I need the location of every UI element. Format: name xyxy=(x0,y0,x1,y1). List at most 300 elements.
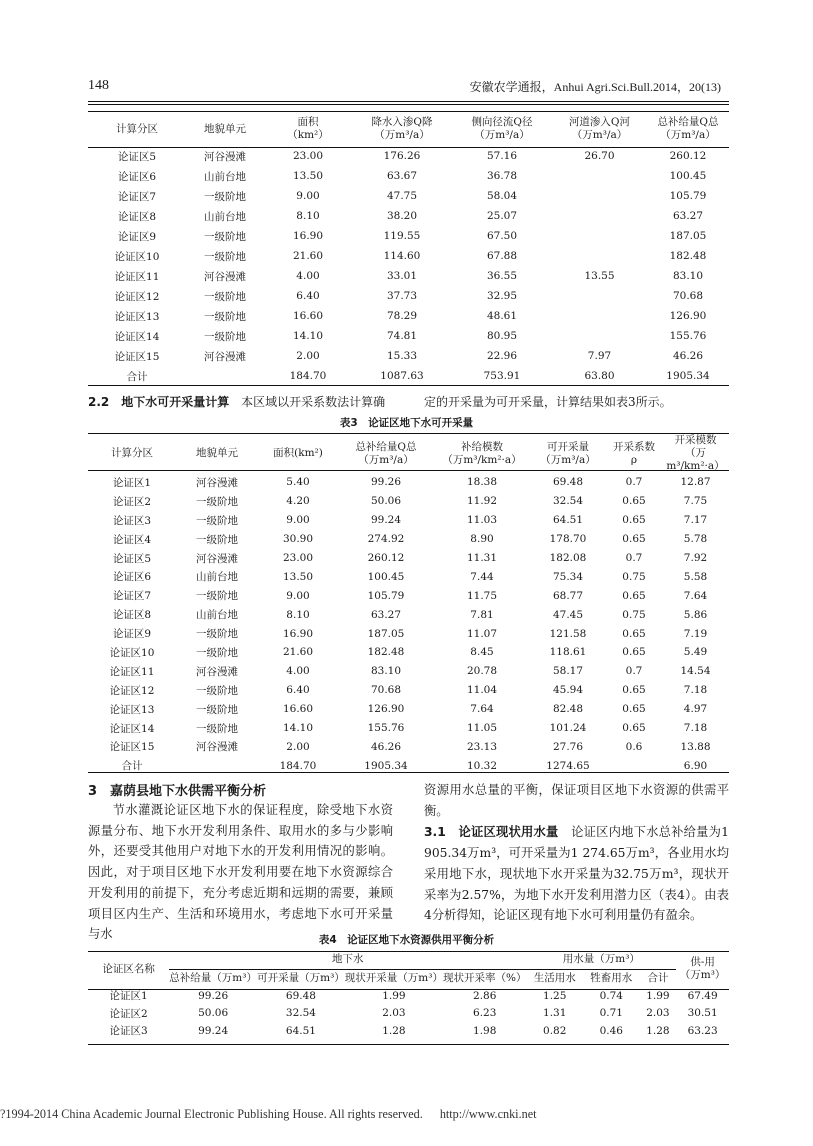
journal-running-head: 安徽农学通报，Anhui Agri.Sci.Bull.2014，20(13) xyxy=(469,80,721,94)
table-cell: 1.28 xyxy=(382,1024,406,1037)
table2-header-cell: 计算分区 xyxy=(116,122,158,135)
table-cell: 58.17 xyxy=(552,665,584,678)
table-cell: 10.32 xyxy=(466,759,498,772)
table3-header-cell: 可开采量 （万m³/a） xyxy=(540,440,596,466)
table-cell: 合计 xyxy=(121,760,143,773)
table-cell: 论证区9 xyxy=(117,230,157,243)
table4-bottom-rule xyxy=(88,1044,729,1045)
table-cell: 论证区8 xyxy=(117,210,157,223)
section-3-heading: 3 嘉荫县地下水供需平衡分析 xyxy=(88,784,267,799)
table3-header-cell: 开采系数 ρ xyxy=(613,440,655,466)
table-cell: 0.75 xyxy=(622,570,646,583)
table-cell: 63.80 xyxy=(584,370,615,382)
table3-header xyxy=(88,434,729,473)
table-cell: 论证区5 xyxy=(117,150,157,163)
header-rule-top xyxy=(88,101,729,102)
table-cell: 0.65 xyxy=(622,514,646,527)
table-cell: 99.26 xyxy=(370,476,402,489)
table-row xyxy=(88,1022,729,1040)
table-cell: 45.94 xyxy=(552,684,584,697)
table-cell: 0.65 xyxy=(622,646,646,659)
table-cell: 187.05 xyxy=(367,627,405,640)
table-cell: 21.60 xyxy=(292,250,324,262)
table-row xyxy=(88,266,729,286)
table-cell: 山前台地 xyxy=(204,210,246,223)
table-cell: 67.49 xyxy=(687,989,718,1002)
table-cell: 99.26 xyxy=(198,989,229,1002)
table3-body xyxy=(88,473,729,775)
table-cell: 4.00 xyxy=(286,665,310,678)
table4-group-groundwater: 地下水 xyxy=(169,951,526,969)
table-cell: 27.76 xyxy=(552,740,584,753)
table-cell: 0.7 xyxy=(625,665,643,678)
table-cell: 7.18 xyxy=(683,722,708,735)
table-cell: 1.99 xyxy=(646,989,670,1002)
table-cell: 753.91 xyxy=(483,370,521,382)
table-cell: 论证区6 xyxy=(117,170,157,183)
table-cell: 9.00 xyxy=(286,514,310,527)
table-cell: 47.45 xyxy=(552,608,584,621)
table4-subheader-cell: 现状开采量（万m³） xyxy=(344,971,443,984)
table-cell: 8.45 xyxy=(470,646,494,659)
table-cell: 河谷漫滩 xyxy=(196,476,238,489)
table-cell: 论证区14 xyxy=(114,330,160,343)
table-cell xyxy=(552,206,647,226)
table-cell: 7.92 xyxy=(683,552,708,564)
table4-subheader-cell: 牲畜用水 xyxy=(590,971,633,984)
table-cell: 7.64 xyxy=(470,703,494,716)
table2-header xyxy=(88,112,729,146)
table-cell: 13.88 xyxy=(680,740,711,753)
table-cell: 23.00 xyxy=(292,150,324,162)
table-cell: 13.50 xyxy=(282,570,314,583)
section-3-left-column xyxy=(88,800,393,945)
table-cell: 1.98 xyxy=(473,1024,497,1037)
table-cell: 118.61 xyxy=(549,646,587,659)
table-cell: 80.95 xyxy=(486,330,518,342)
table-cell: 一级阶地 xyxy=(196,722,238,735)
table4-subheader-cell: 现状开采率（%） xyxy=(442,971,527,984)
table-cell: 一级阶地 xyxy=(196,703,238,716)
table-row xyxy=(88,681,729,700)
table-row xyxy=(88,366,729,386)
table-cell: 论证区2 xyxy=(109,1007,148,1020)
table-cell: 63.23 xyxy=(687,1024,718,1037)
table-cell: 20.78 xyxy=(466,665,498,678)
table-cell: 7.64 xyxy=(683,589,708,602)
table-row xyxy=(88,186,729,206)
table-cell: 0.7 xyxy=(625,552,643,564)
table-cell: 63.27 xyxy=(672,210,704,222)
table-cell: 2.86 xyxy=(473,989,497,1002)
table-cell: 5.49 xyxy=(683,646,708,659)
table-cell: 5.78 xyxy=(683,533,708,546)
table-cell: 2.00 xyxy=(296,350,320,362)
table-cell xyxy=(552,186,647,206)
table-cell xyxy=(552,226,647,246)
section-2-2-heading: 2.2 地下水可开采量计算 xyxy=(88,395,230,409)
section-3-1-text: 论证区内地下水总补给量为1 905.34万m³，可开采量为1 274.65万m³，各业用水均采用地下水，现状地下水开采量为32.75万m³，现状开采率为2.57%，为地下水开发利用潜力区（表4）。由表4分析得知，论证区现有地下水可利用量仍有盈余。 xyxy=(424,825,729,923)
table-cell: 山前台地 xyxy=(196,609,238,622)
table-cell: 13.50 xyxy=(292,170,324,182)
table-cell: 36.55 xyxy=(486,270,518,282)
table2-header-cell: 面积 （km²） xyxy=(287,116,329,141)
table-cell: 8.90 xyxy=(470,533,494,546)
table4-subheader-cell: 生活用水 xyxy=(533,971,576,984)
table2-header-cell: 河道渗入Q河 （万m³/a） xyxy=(568,116,631,141)
section-2-2-left-text: 本区域以开采系数法计算确 xyxy=(241,395,386,409)
table-cell: 37.73 xyxy=(386,290,418,302)
table-cell: 11.05 xyxy=(466,722,498,735)
table-cell: 100.45 xyxy=(669,170,707,182)
table-cell: 论证区4 xyxy=(112,533,152,546)
table-cell: 论证区12 xyxy=(114,290,160,303)
table-cell: 16.60 xyxy=(282,703,314,716)
table-row xyxy=(88,662,729,681)
table-cell: 论证区10 xyxy=(109,646,155,659)
section-3-right-paragraph: 资源用水总量的平衡，保证项目区地下水资源的供需平衡。 xyxy=(424,783,729,818)
table-cell: 论证区12 xyxy=(109,684,155,697)
table-cell: 178.70 xyxy=(549,533,587,546)
table-cell: 63.27 xyxy=(370,608,402,621)
table-row xyxy=(88,326,729,346)
table-cell xyxy=(552,326,647,346)
page-number: 148 xyxy=(88,78,109,93)
table-cell: 70.68 xyxy=(370,684,402,697)
table-cell: 6.23 xyxy=(473,1007,497,1020)
table-cell: 126.90 xyxy=(669,310,707,322)
section-2-2-right-text: 定的开采量为可开采量，计算结果如表3所示。 xyxy=(424,395,672,409)
table-cell: 126.90 xyxy=(367,703,405,716)
table-cell: 11.03 xyxy=(466,514,498,527)
table-cell: 99.24 xyxy=(198,1024,229,1037)
table-cell: 11.92 xyxy=(466,495,498,508)
table-cell: 0.65 xyxy=(622,589,646,602)
table-cell: 182.48 xyxy=(367,646,405,659)
table-cell: 9.00 xyxy=(286,589,310,602)
table-cell: 114.60 xyxy=(383,250,421,262)
table-cell: 7.75 xyxy=(683,495,708,508)
table3-bottom-rule xyxy=(88,772,729,773)
table-cell: 0.82 xyxy=(543,1024,567,1037)
table-cell: 论证区1 xyxy=(112,476,152,489)
table-cell: 0.65 xyxy=(622,684,646,697)
table-cell: 山前台地 xyxy=(196,571,238,584)
table-cell: 4.97 xyxy=(683,703,708,716)
table-cell xyxy=(552,246,647,266)
table-cell: 182.48 xyxy=(669,250,707,262)
table-cell: 论证区5 xyxy=(112,552,152,565)
table-cell: 64.51 xyxy=(552,514,584,527)
table-row xyxy=(88,166,729,186)
table-cell: 155.76 xyxy=(367,722,405,735)
table-row xyxy=(88,346,729,366)
table-cell: 论证区8 xyxy=(112,609,152,622)
table-cell: 184.70 xyxy=(279,759,317,772)
table-row xyxy=(88,226,729,246)
table3-header-cell: 计算分区 xyxy=(111,447,153,459)
table-cell: 论证区11 xyxy=(109,665,155,678)
table-cell: 32.95 xyxy=(486,290,518,302)
table2 xyxy=(88,112,729,386)
table-cell: 67.88 xyxy=(486,250,518,262)
table-cell: 11.31 xyxy=(466,552,498,564)
table-cell: 河谷漫滩 xyxy=(204,150,246,163)
table-cell: 1.25 xyxy=(543,989,567,1002)
section-3-1-heading: 3.1 论证区现状用水量 xyxy=(424,825,559,840)
table-cell: 6.40 xyxy=(296,290,320,302)
table-cell: 11.07 xyxy=(466,627,498,640)
table-cell: 74.81 xyxy=(386,330,418,342)
table-cell: 2.00 xyxy=(286,740,310,753)
table-cell: 4.20 xyxy=(286,495,310,508)
table-cell: 36.78 xyxy=(486,170,518,182)
table-row xyxy=(88,286,729,306)
table-cell: 1905.34 xyxy=(364,759,408,772)
table-cell: 105.79 xyxy=(669,190,707,202)
table-cell: 30.90 xyxy=(282,533,314,546)
cnki-url: http://www.cnki.net xyxy=(439,1107,537,1121)
table-cell: 一级阶地 xyxy=(204,330,246,343)
table-cell: 64.51 xyxy=(285,1024,316,1037)
table-cell: 6.40 xyxy=(286,684,310,697)
table4-col-name: 论证区名称 xyxy=(102,962,155,975)
table3-header-cell: 开采模数 （万m³/km²·a） xyxy=(666,434,725,472)
table-cell: 论证区3 xyxy=(109,1025,148,1038)
table4 xyxy=(88,951,729,1040)
table-cell: 论证区13 xyxy=(114,310,160,323)
table-cell: 99.24 xyxy=(370,514,402,527)
table-cell: 论证区7 xyxy=(112,590,152,603)
table2-header-cell: 侧向径流Q径 （万m³/a） xyxy=(471,116,533,141)
table4-subheader-cell: 总补给量（万m³） xyxy=(169,971,257,984)
table2-header-cell: 总补给量Q总 （万m³/a） xyxy=(657,116,719,141)
table-cell: 5.40 xyxy=(286,476,310,489)
table-cell: 8.10 xyxy=(286,608,310,621)
table-cell: 论证区15 xyxy=(114,350,160,363)
table-cell: 7.97 xyxy=(587,350,612,362)
table-row xyxy=(88,492,729,511)
table-cell: 121.58 xyxy=(549,627,587,640)
table-cell: 5.86 xyxy=(683,608,708,621)
table-cell: 50.06 xyxy=(198,1007,229,1020)
table-cell: 论证区3 xyxy=(112,514,152,527)
table3-header-cell: 补给模数 （万m³/km²·a） xyxy=(442,440,522,466)
table-cell: 一级阶地 xyxy=(196,684,238,697)
table-cell: 8.10 xyxy=(296,210,320,222)
table-row xyxy=(88,567,729,586)
table-cell: 16.90 xyxy=(282,627,314,640)
table-cell: 1.28 xyxy=(646,1024,670,1037)
table-cell: 47.75 xyxy=(386,190,418,202)
table-cell: 一级阶地 xyxy=(204,250,246,263)
table2-header-rule xyxy=(88,147,729,148)
table-row xyxy=(88,511,729,530)
table-cell: 一级阶地 xyxy=(196,514,238,527)
table-cell: 83.10 xyxy=(672,270,704,282)
table-row xyxy=(88,530,729,549)
table-cell: 187.05 xyxy=(669,230,707,242)
table-cell: 一级阶地 xyxy=(196,646,238,659)
table-cell xyxy=(186,366,264,386)
table-cell: 0.75 xyxy=(622,608,646,621)
table-cell: 7.44 xyxy=(470,570,494,583)
table-cell: 7.81 xyxy=(470,608,494,621)
section-3-right-column xyxy=(424,780,729,926)
table2-bottom-rule xyxy=(88,385,729,386)
table-cell: 5.58 xyxy=(683,570,708,583)
table-cell: 16.60 xyxy=(292,310,324,322)
table-cell: 4.00 xyxy=(296,270,320,282)
table-cell: 119.55 xyxy=(383,230,421,242)
table-cell: 105.79 xyxy=(367,589,405,602)
table-cell xyxy=(552,166,647,186)
table-row xyxy=(88,719,729,738)
table-cell: 一级阶地 xyxy=(204,230,246,243)
table-cell: 11.04 xyxy=(466,684,498,697)
table-row xyxy=(88,643,729,662)
table-row xyxy=(88,700,729,719)
table2-header-cell: 地貌单元 xyxy=(204,122,246,135)
table-cell: 260.12 xyxy=(367,552,405,564)
table-cell: 一级阶地 xyxy=(196,590,238,603)
table-cell: 46.26 xyxy=(370,740,402,753)
table-cell: 0.65 xyxy=(622,703,646,716)
table-cell: 0.65 xyxy=(622,722,646,735)
table-cell: 一级阶地 xyxy=(204,310,246,323)
table-cell: 30.51 xyxy=(687,1007,718,1020)
table3-header-cell: 面积(km²) xyxy=(273,447,323,459)
table-cell: 0.65 xyxy=(622,495,646,508)
table-cell: 7.17 xyxy=(683,514,708,527)
table3-header-cell: 地貌单元 xyxy=(196,447,238,459)
table-cell: 67.50 xyxy=(486,230,518,242)
table-cell: 0.65 xyxy=(622,533,646,546)
table-cell: 75.34 xyxy=(552,570,584,583)
table-cell: 6.90 xyxy=(683,759,708,772)
section-3-left-paragraph: 节水灌溉论证区地下水的保证程度，除受地下水资源量分布、地下水开发利用条件、取用水的多与少影响外，还要受其他用户对地下水的开发利用情况的影响。因此，对于项目区地下水开发利用要在地下水资源综合开发利用的前提下，充分考虑近期和远期的需要，兼顾项目区内生产、生活和环境用水，考虑地下水可开采量与水 xyxy=(88,803,393,942)
table3 xyxy=(88,434,729,775)
table-row xyxy=(88,549,729,568)
table-cell: 一级阶地 xyxy=(196,628,238,641)
table-cell: 13.55 xyxy=(584,270,615,282)
table-cell: 1087.63 xyxy=(380,370,424,382)
table3-header-rule xyxy=(88,470,729,471)
table-cell: 83.10 xyxy=(370,665,402,678)
table-cell: 河谷漫滩 xyxy=(196,552,238,565)
table-row xyxy=(88,306,729,326)
table-cell: 山前台地 xyxy=(204,170,246,183)
table3-caption: 表3 论证区地下水可开采量 xyxy=(339,417,474,429)
table3-header-cell: 总补给量Q总 （万m³/a） xyxy=(355,440,417,466)
section-2-2-line xyxy=(88,395,385,410)
table-cell: 1.99 xyxy=(382,989,406,1002)
table-cell: 14.10 xyxy=(292,330,324,342)
table-cell: 一级阶地 xyxy=(196,495,238,508)
copyright-footer xyxy=(0,1107,537,1122)
table4-header-rule xyxy=(88,989,729,990)
table-cell: 21.60 xyxy=(282,646,314,659)
table-cell: 论证区14 xyxy=(109,722,155,735)
copyright-text: ?1994-2014 China Academic Journal Electronic Publishing House. All rights reserved. xyxy=(0,1107,423,1121)
table-cell: 论证区9 xyxy=(112,628,152,641)
table-cell: 0.46 xyxy=(599,1024,623,1037)
table-cell: 0.65 xyxy=(622,627,646,640)
table-cell: 155.76 xyxy=(669,330,707,342)
table-cell: 河谷漫滩 xyxy=(204,350,246,363)
table-cell: 50.06 xyxy=(370,495,402,508)
table-row xyxy=(88,146,729,166)
table-cell: 176.26 xyxy=(383,150,421,162)
table-cell: 一级阶地 xyxy=(196,533,238,546)
table-cell: 82.48 xyxy=(552,703,584,716)
table-cell: 70.68 xyxy=(672,290,704,302)
table-cell: 260.12 xyxy=(669,150,707,162)
table4-subheader-cell: 合计 xyxy=(647,971,669,984)
table-cell: 38.20 xyxy=(386,210,418,222)
table-cell: 9.00 xyxy=(296,190,320,202)
table-row xyxy=(88,206,729,226)
table-cell: 一级阶地 xyxy=(204,290,246,303)
table-cell: 46.26 xyxy=(672,350,704,362)
table2-body xyxy=(88,146,729,386)
table4-group-usage: 用水量（万m³） xyxy=(526,951,676,969)
table-cell: 1274.65 xyxy=(546,759,590,772)
table-cell: 2.03 xyxy=(646,1007,670,1020)
table-cell: 12.87 xyxy=(680,476,711,489)
table-cell: 论证区7 xyxy=(117,190,157,203)
table-cell: 25.07 xyxy=(486,210,518,222)
table-cell: 河谷漫滩 xyxy=(196,741,238,754)
table-cell xyxy=(552,286,647,306)
table-cell: 论证区13 xyxy=(109,703,155,716)
table-cell: 274.92 xyxy=(367,533,405,546)
table-cell: 2.03 xyxy=(382,1007,406,1020)
table-cell: 7.18 xyxy=(683,684,708,697)
table-cell: 河谷漫滩 xyxy=(196,665,238,678)
table-cell: 18.38 xyxy=(466,476,498,489)
table-cell: 101.24 xyxy=(549,722,587,735)
table-cell: 7.19 xyxy=(683,627,708,640)
table-cell: 河谷漫滩 xyxy=(204,270,246,283)
table-cell: 57.16 xyxy=(486,150,518,162)
table-row xyxy=(88,624,729,643)
table-cell: 14.10 xyxy=(282,722,314,735)
table-cell: 184.70 xyxy=(289,370,327,382)
table-cell: 63.67 xyxy=(386,170,418,182)
table-cell: 68.77 xyxy=(552,589,584,602)
table-cell: 论证区10 xyxy=(114,250,160,263)
table-cell: 69.48 xyxy=(552,476,584,489)
table-cell: 33.01 xyxy=(386,270,418,282)
table-cell: 15.33 xyxy=(386,350,418,362)
table-cell: 论证区6 xyxy=(112,571,152,584)
table-cell: 论证区2 xyxy=(112,495,152,508)
table-cell: 182.08 xyxy=(549,552,587,564)
table-cell: 1.31 xyxy=(543,1007,567,1020)
table-cell: 32.54 xyxy=(552,495,584,508)
table2-header-cell: 降水入渗Q降 （万m³/a） xyxy=(371,116,433,141)
table-cell: 一级阶地 xyxy=(204,190,246,203)
table4-col-balance: 供-用 （万m³） xyxy=(679,956,726,981)
table-row xyxy=(88,605,729,624)
table4-caption: 表4 论证区地下水资源供用平衡分析 xyxy=(318,934,495,946)
table-cell: 0.74 xyxy=(599,989,623,1002)
table-cell: 11.75 xyxy=(466,589,498,602)
table4-body xyxy=(88,987,729,1040)
table-cell: 48.61 xyxy=(486,310,518,322)
table-cell: 78.29 xyxy=(386,310,418,322)
